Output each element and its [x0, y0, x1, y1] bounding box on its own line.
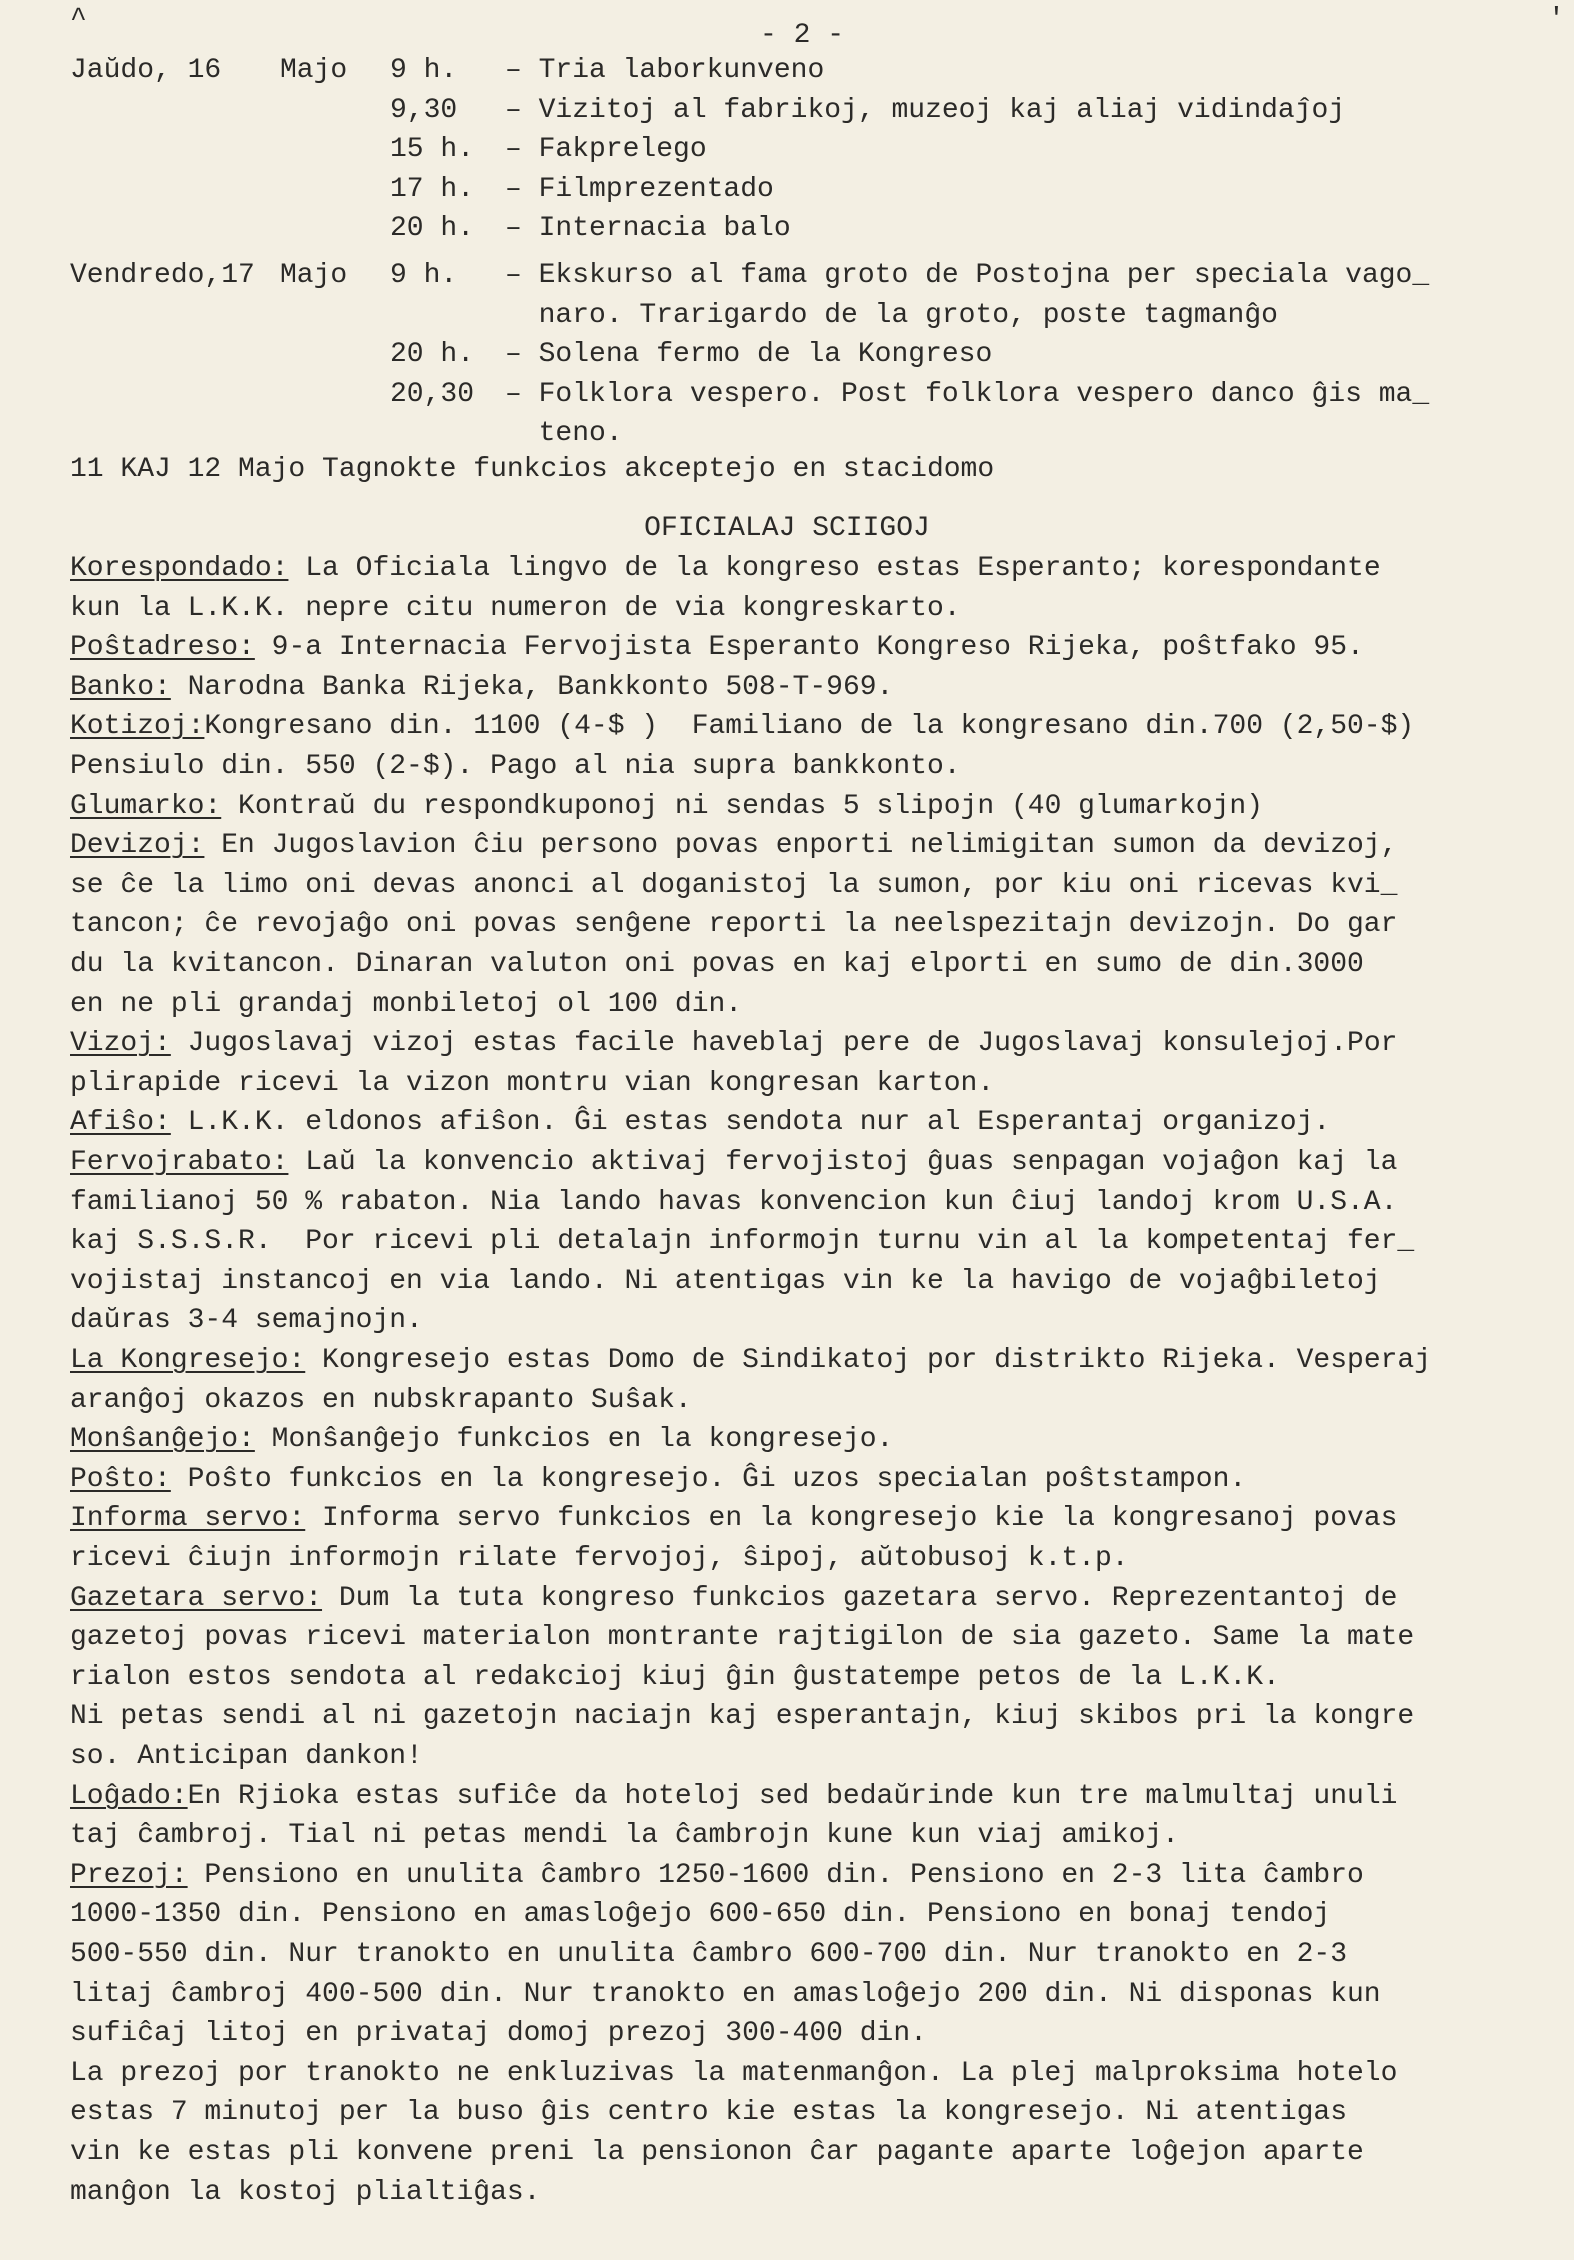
paragraph-label: Prezoj: — [70, 1860, 188, 1891]
paragraph-line — [70, 1975, 1381, 2014]
schedule-text: – Tria laborkunveno — [505, 55, 825, 86]
paragraph-line — [70, 628, 1364, 667]
schedule-text: – Fakprelego — [505, 134, 707, 165]
paragraph-text: estas 7 minutoj per la buso ĝis centro kie estas la kongresejo. Ni atentigas — [70, 2097, 1348, 2128]
schedule-time: 20 h. — [390, 213, 475, 244]
paragraph-text: En Rjioka estas sufiĉe da hoteloj sed bedaŭrinde kun tre malmultaj unuli — [187, 1781, 1398, 1812]
paragraph-text: sufiĉaj litoj en privataj domoj prezoj 300-400 din. — [70, 2018, 927, 2049]
paragraph-line — [70, 826, 1397, 865]
paragraph-text: vin ke estas pli konvene preni la pensionon ĉar pagante aparte loĝejon aparte — [70, 2137, 1364, 2168]
paragraph-text: L.K.K. eldonos afiŝon. Ĝi estas sendota nur al Esperantaj organizoj. — [170, 1107, 1331, 1138]
paragraph-line — [70, 1222, 1414, 1261]
paragraph-line — [70, 707, 1414, 746]
paragraph-label: Poŝtadreso: — [70, 632, 255, 663]
paragraph-line — [70, 905, 1397, 944]
paragraph-line — [70, 945, 1364, 984]
schedule-time: 20 h. — [390, 339, 475, 370]
paragraph-label: Devizoj: — [70, 830, 205, 861]
paragraph-text: kaj S.S.S.R. Por ricevi pli detalajn informojn turnu vin al la kompetentaj fer_ — [70, 1226, 1415, 1257]
paragraph-text: 1000-1350 din. Pensiono en amasloĝejo 600-650 din. Pensiono en bonaj tendoj — [70, 1899, 1331, 1930]
paragraph-label: Loĝado: — [70, 1781, 188, 1812]
paragraph-label: Gazetara servo: — [70, 1583, 323, 1614]
paragraph-text: Laŭ la konvencio aktivaj fervojistoj ĝuas senpagan vojaĝon kaj la — [288, 1147, 1398, 1178]
schedule-time: 17 h. — [390, 174, 475, 205]
paragraph-text: en ne pli grandaj monbiletoj ol 100 din. — [70, 989, 743, 1020]
schedule-text: naro. Trarigardo de la groto, poste tagmanĝo — [505, 300, 1278, 331]
paragraph-line — [70, 1499, 1397, 1538]
paragraph-text: kun la L.K.K. nepre citu numeron de via kongreskarto. — [70, 593, 961, 624]
paragraph-label: Kotizoj: — [70, 711, 205, 742]
schedule-text: teno. — [505, 418, 623, 449]
page-number: - 2 - — [760, 20, 845, 51]
schedule-time: 9 h. — [390, 55, 458, 86]
paragraph-text: gazetoj povas ricevi materialon montrante rajtigilon de sia gazeto. Same la mate — [70, 1622, 1415, 1653]
schedule-time: 9,30 — [390, 95, 458, 126]
paragraph-text: Poŝto funkcios en la kongresejo. Ĝi uzos specialan poŝtstampon. — [170, 1464, 1247, 1495]
paragraph-text: Ni petas sendi al ni gazetojn naciajn kaj esperantajn, kiuj skibos pri la kongre — [70, 1701, 1415, 1732]
schedule-day: Vendredo,17 — [70, 260, 255, 291]
paragraph-label: Banko: — [70, 672, 171, 703]
paragraph-label: Glumarko: — [70, 791, 222, 822]
paragraph-line — [70, 549, 1381, 588]
paragraph-text: so. Anticipan dankon! — [70, 1741, 423, 1772]
paragraph-text: du la kvitancon. Dinaran valuton oni povas en kaj elporti en sumo de din.3000 — [70, 949, 1364, 980]
paragraph-line — [70, 747, 961, 786]
paragraph-label: La Kongresejo: — [70, 1345, 306, 1376]
paragraph-line — [70, 1143, 1397, 1182]
paragraph-label: Monŝanĝejo: — [70, 1424, 255, 1455]
paragraph-line — [70, 1420, 893, 1459]
paragraph-text: taj ĉambroj. Tial ni petas mendi la ĉambrojn kune kun viaj amikoj. — [70, 1820, 1179, 1851]
paragraph-line — [70, 2093, 1347, 2132]
schedule-text: – Solena fermo de la Kongreso — [505, 339, 993, 370]
paragraph-text: se ĉe la limo oni devas anonci al doganistoj la sumon, por kiu oni ricevas kvi_ — [70, 870, 1398, 901]
paragraph-line — [70, 1618, 1414, 1657]
paragraph-line — [70, 1341, 1431, 1380]
paragraph-text: vojistaj instancoj en via lando. Ni atentigas vin ke la havigo de vojaĝbiletoj — [70, 1266, 1381, 1297]
paragraph-text: familianoj 50 % rabaton. Nia lando havas konvencion kun ĉiuj landoj krom U.S.A. — [70, 1187, 1398, 1218]
paragraph-text: rialon estos sendota al redakcioj kiuj ĝin ĝustatempe petos de la L.K.K. — [70, 1662, 1280, 1693]
paragraph-line — [70, 1262, 1381, 1301]
paragraph-line — [70, 589, 961, 628]
paragraph-text: La Oficiala lingvo de la kongreso estas Esperanto; korespondante — [288, 553, 1381, 584]
paragraph-text: aranĝoj okazos en nubskrapanto Suŝak. — [70, 1385, 692, 1416]
schedule-text: – Internacia balo — [505, 213, 791, 244]
paragraph-text: manĝon la kostoj plialtiĝas. — [70, 2177, 541, 2208]
paragraph-text: Pensiono en unulita ĉambro 1250-1600 din. Pensiono en 2-3 lita ĉambro — [187, 1860, 1364, 1891]
paragraph-text: litaj ĉambroj 400-500 din. Nur tranokto en amasloĝejo 200 din. Ni disponas kun — [70, 1979, 1381, 2010]
section-title: OFICIALAJ SCIIGOJ — [644, 513, 930, 544]
paragraph-line — [70, 1935, 1347, 1974]
paragraph-label: Vizoj: — [70, 1028, 171, 1059]
paragraph-line — [70, 1895, 1330, 1934]
paragraph-text: Kongresano din. 1100 (4-$ ) Familiano de la kongresano din.700 (2,50-$) — [204, 711, 1415, 742]
paragraph-line — [70, 1064, 994, 1103]
paragraph-line — [70, 2173, 540, 2212]
paragraph-line — [70, 866, 1397, 905]
schedule-month: Majo — [280, 55, 348, 86]
schedule-time: 20,30 — [390, 379, 475, 410]
paragraph-text: ricevi ĉiujn informojn rilate fervojoj, ŝipoj, aŭtobusoj k.t.p. — [70, 1543, 1129, 1574]
paragraph-line — [70, 1301, 423, 1340]
paragraph-text: La prezoj por tranokto ne enkluzivas la matenmanĝon. La plej malproksima hotelo — [70, 2058, 1398, 2089]
paragraph-line — [70, 985, 742, 1024]
paragraph-line — [70, 668, 893, 707]
paragraph-text: Kongresejo estas Domo de Sindikatoj por distrikto Rijeka. Vesperaj — [305, 1345, 1432, 1376]
paragraph-line — [70, 1103, 1330, 1142]
paragraph-text: tancon; ĉe revojaĝo oni povas senĝene reporti la neelspezitajn devizojn. Do gar — [70, 909, 1398, 940]
paragraph-label: Informa servo: — [70, 1503, 306, 1534]
paragraph-line — [70, 1816, 1179, 1855]
paragraph-line — [70, 1381, 692, 1420]
paragraph-line — [70, 1024, 1397, 1063]
paragraph-line — [70, 2133, 1364, 2172]
paragraph-text: plirapide ricevi la vizon montru vian kongresan karton. — [70, 1068, 995, 1099]
paragraph-line — [70, 2014, 927, 2053]
paragraph-line — [70, 1579, 1397, 1618]
paragraph-text: daŭras 3-4 semajnojn. — [70, 1305, 423, 1336]
paragraph-line — [70, 787, 1263, 826]
schedule-time: 15 h. — [390, 134, 475, 165]
paragraph-label: Afiŝo: — [70, 1107, 171, 1138]
schedule-text: – Filmprezentado — [505, 174, 774, 205]
paragraph-label: Fervojrabato: — [70, 1147, 289, 1178]
corner-mark-right: ' — [1548, 4, 1565, 35]
schedule-text: – Ekskurso al fama groto de Postojna per speciala vago_ — [505, 260, 1430, 291]
paragraph-text: Kontraŭ du respondkuponoj ni sendas 5 slipojn (40 glumarkojn) — [221, 791, 1264, 822]
note-line: 11 KAJ 12 Majo Tagnokte funkcios akceptejo en stacidomo — [70, 454, 995, 485]
paragraph-text: Pensiulo din. 550 (2-$). Pago al nia supra bankkonto. — [70, 751, 961, 782]
paragraph-label: Poŝto: — [70, 1464, 171, 1495]
schedule-time: 9 h. — [390, 260, 458, 291]
paragraph-line — [70, 1539, 1129, 1578]
paragraph-text: 9-a Internacia Fervojista Esperanto Kongreso Rijeka, poŝtfako 95. — [254, 632, 1364, 663]
paragraph-line — [70, 1737, 423, 1776]
paragraph-line — [70, 1697, 1414, 1736]
paragraph-text: En Jugoslavion ĉiu persono povas enporti nelimigitan sumon da devizoj, — [204, 830, 1398, 861]
paragraph-text: Informa servo funkcios en la kongresejo kie la kongresanoj povas — [305, 1503, 1398, 1534]
paragraph-line — [70, 1183, 1397, 1222]
schedule-text: – Folklora vespero. Post folklora vespero danco ĝis ma_ — [505, 379, 1430, 410]
paragraph-text: Jugoslavaj vizoj estas facile haveblaj pere de Jugoslavaj konsulejoj.Por — [170, 1028, 1398, 1059]
corner-mark-left: ^ — [70, 4, 87, 35]
paragraph-label: Korespondado: — [70, 553, 289, 584]
paragraph-text: Monŝanĝejo funkcios en la kongresejo. — [254, 1424, 894, 1455]
paragraph-line — [70, 1856, 1364, 1895]
paragraph-text: 500-550 din. Nur tranokto en unulita ĉambro 600-700 din. Nur tranokto en 2-3 — [70, 1939, 1348, 1970]
schedule-day: Jaŭdo, 16 — [70, 55, 222, 86]
paragraph-text: Dum la tuta kongreso funkcios gazetara servo. Reprezentantoj de — [322, 1583, 1398, 1614]
paragraph-line — [70, 1658, 1280, 1697]
paragraph-text: Narodna Banka Rijeka, Bankkonto 508-T-969. — [170, 672, 894, 703]
paragraph-line — [70, 2054, 1397, 2093]
schedule-text: – Vizitoj al fabrikoj, muzeoj kaj aliaj vidindaĵoj — [505, 95, 1346, 126]
schedule-month: Majo — [280, 260, 348, 291]
paragraph-line — [70, 1777, 1397, 1816]
paragraph-line — [70, 1460, 1246, 1499]
